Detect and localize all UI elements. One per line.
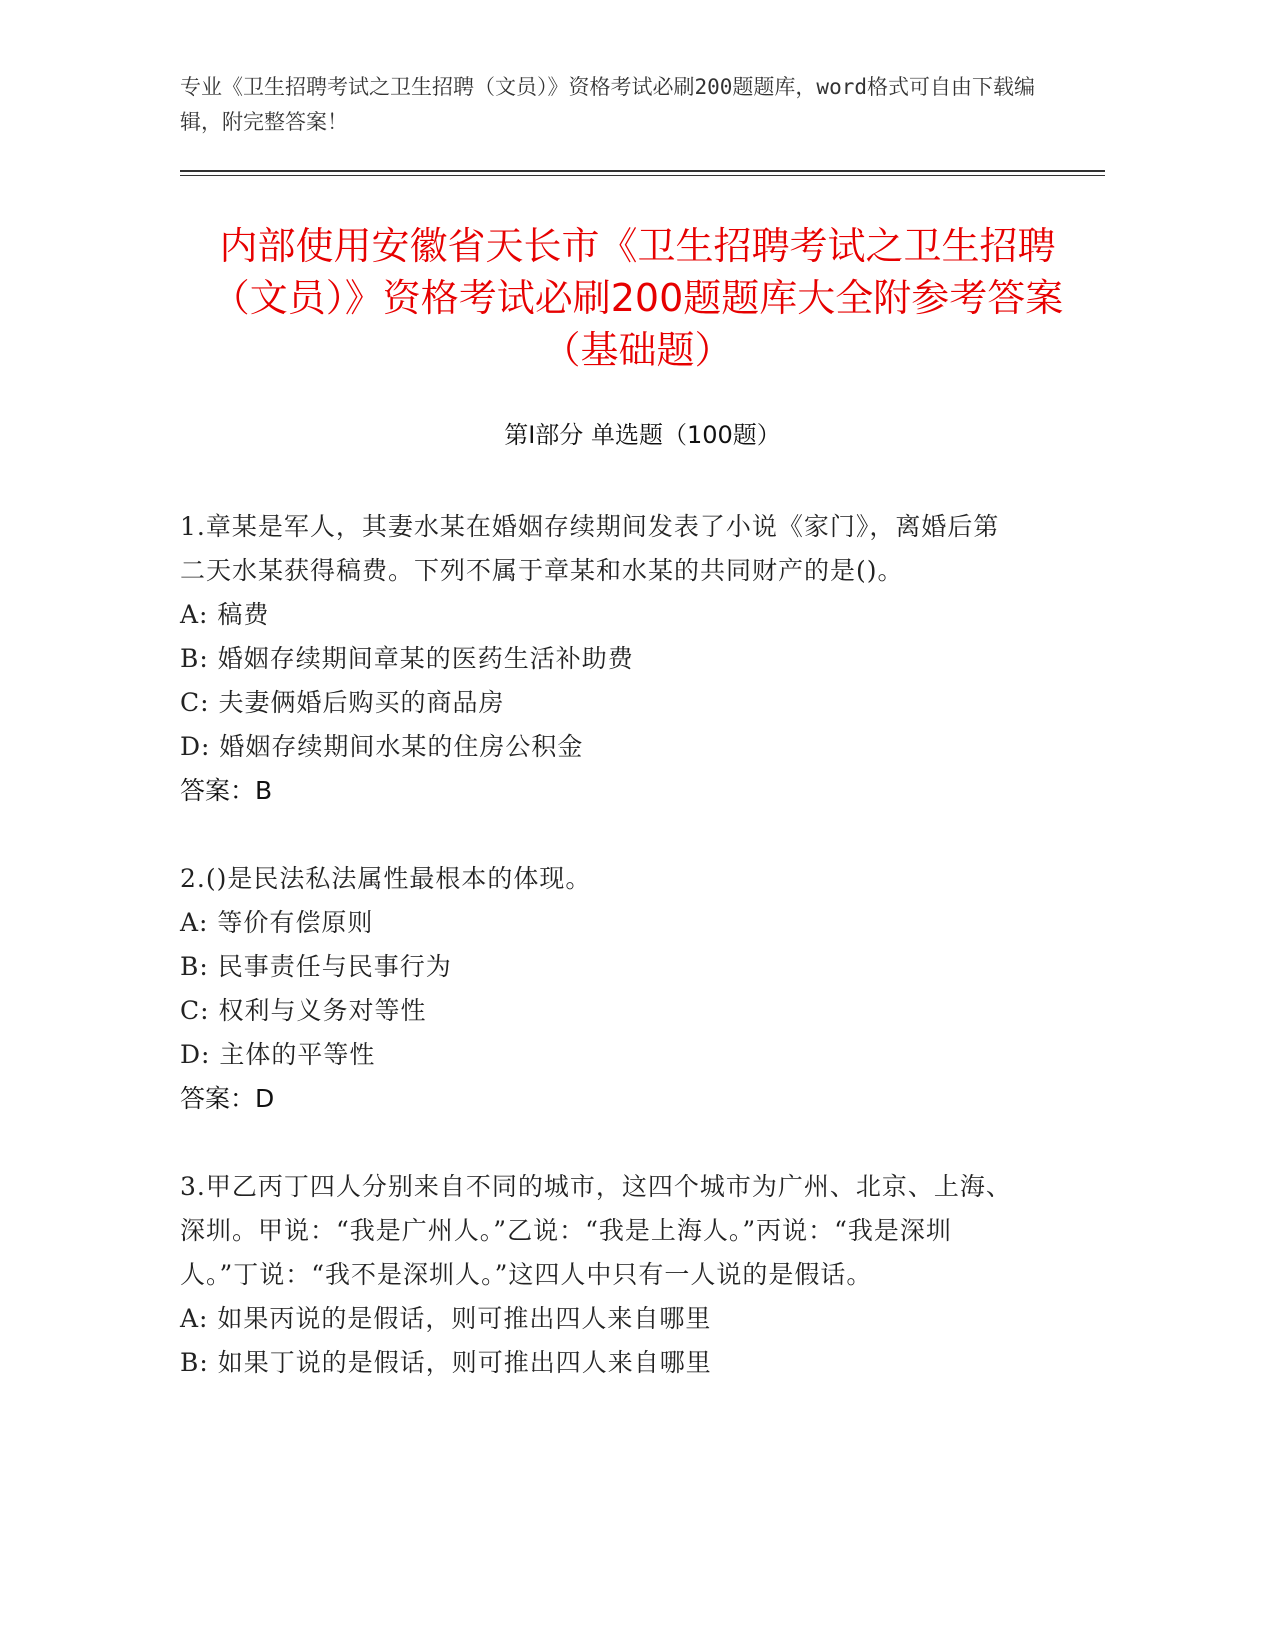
option-d: D: 婚姻存续期间水某的住房公积金 (180, 732, 584, 761)
question-stem: 2.()是民法私法属性最根本的体现。 (180, 864, 592, 893)
question-1 (180, 505, 1025, 813)
option-b: B: 婚姻存续期间章某的医药生活补助费 (180, 644, 634, 673)
header-divider-thin (180, 175, 1105, 176)
option-a: A: 稿费 (180, 600, 270, 629)
question-2 (180, 857, 1025, 1121)
option-a: A: 如果丙说的是假话，则可推出四人来自哪里 (180, 1304, 712, 1333)
option-c: C: 权利与义务对等性 (180, 996, 427, 1025)
answer-line: 答案：D (180, 1084, 275, 1113)
header-note: 专业《卫生招聘考试之卫生招聘（文员）》资格考试必刷200题题库，word格式可自由下载编辑，附完整答案！ (180, 75, 1035, 134)
question-3 (180, 1165, 1025, 1385)
header-divider (180, 170, 1105, 172)
option-d: D: 主体的平等性 (180, 1040, 376, 1069)
question-list (180, 505, 1025, 1429)
answer-line: 答案：B (180, 776, 273, 805)
option-b: B: 如果丁说的是假话，则可推出四人来自哪里 (180, 1348, 712, 1377)
section-title: 第Ⅰ部分 单选题（100题） (504, 421, 781, 449)
option-c: C: 夫妻俩婚后购买的商品房 (180, 688, 505, 717)
document-title: 内部使用安徽省天长市《卫生招聘考试之卫生招聘（文员）》资格考试必刷200题题库大全附参考答案（基础题） (211, 224, 1064, 372)
option-a: A: 等价有偿原则 (180, 908, 374, 937)
question-stem: 3.甲乙丙丁四人分别来自不同的城市，这四个城市为广州、北京、上海、深圳。甲说：“我是广州人。”乙说：“我是上海人。”丙说：“我是深圳人。”丁说：“我不是深圳人。”这四人中只有一人说的是假话。 (180, 1172, 1012, 1289)
option-b: B: 民事责任与民事行为 (180, 952, 452, 981)
question-stem: 1.章某是军人，其妻水某在婚姻存续期间发表了小说《家门》，离婚后第二天水某获得稿费。下列不属于章某和水某的共同财产的是()。 (180, 512, 1000, 585)
